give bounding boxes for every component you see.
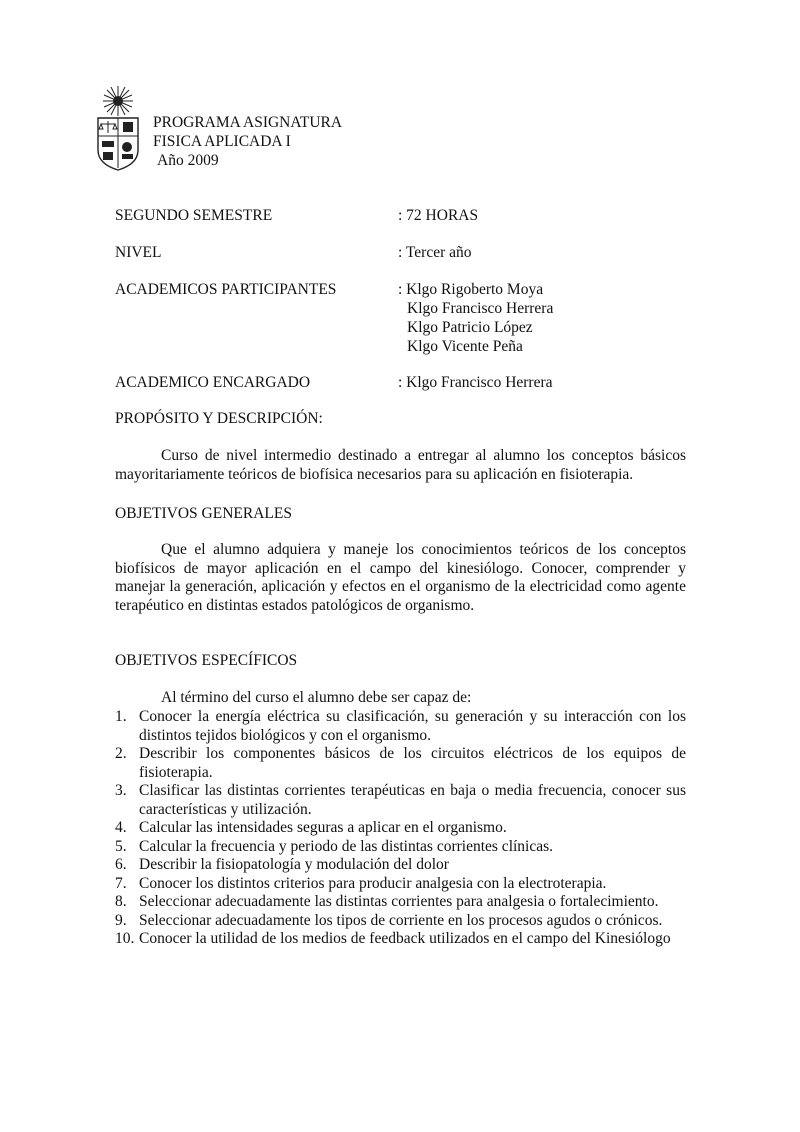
item-number: 7. <box>115 874 127 892</box>
in-charge-value: : Klgo Francisco Herrera <box>398 374 553 391</box>
level-label: NIVEL <box>115 244 162 261</box>
academics-label: ACADEMICOS PARTICIPANTES <box>115 281 337 298</box>
item-text: Conocer la energía eléctrica su clasificación, su generación y su interacción con los distintos tejidos biológicos y con el organismo. <box>139 708 686 744</box>
list-item <box>115 930 686 949</box>
list-item <box>115 745 686 782</box>
list-item <box>115 782 686 819</box>
item-number: 5. <box>115 837 127 855</box>
academic-name: Klgo Patricio López <box>407 319 533 336</box>
course-name: FISICA APLICADA I <box>153 133 291 150</box>
item-number: 8. <box>115 893 127 910</box>
program-title: PROGRAMA ASIGNATURA <box>153 114 343 131</box>
item-number: 9. <box>115 911 127 929</box>
item-number: 4. <box>115 819 127 836</box>
item-number: 1. <box>115 708 127 725</box>
list-item <box>115 708 686 745</box>
semester-value: : 72 HORAS <box>398 207 479 224</box>
item-text: Conocer los distintos criterios para producir analgesia con la electroterapia. <box>139 874 607 892</box>
item-text: Describir los componentes básicos de los circuitos eléctricos de los equipos de fisioterapia. <box>139 745 686 781</box>
item-number: 10. <box>115 930 135 947</box>
in-charge-label: ACADEMICO ENCARGADO <box>115 374 311 391</box>
item-number: 3. <box>115 782 127 799</box>
list-item <box>115 893 686 912</box>
item-text: Describir la fisiopatología y modulación del dolor <box>139 856 449 873</box>
general-objectives-text: Que el alumno adquiera y maneje los conocimientos teóricos de los conceptos biofísicos de mayor aplicación en el campo del kinesiólogo. Conocer, comprender y manejar la generación, aplicación y efectos en el organismo de la electricidad como agente terapéutico en distintas estados patológicos de organismo. <box>115 541 686 614</box>
specific-objectives-intro: Al término del curso el alumno debe ser capaz de: <box>161 689 472 706</box>
semester-label: SEGUNDO SEMESTRE <box>115 207 273 224</box>
list-item <box>115 856 686 875</box>
list-item <box>115 819 686 838</box>
item-number: 2. <box>115 745 127 762</box>
academics-list <box>398 281 553 357</box>
item-text: Clasificar las distintas corrientes terapéuticas en baja o media frecuencia, conocer sus características y utilización. <box>139 782 686 818</box>
document-header <box>153 114 342 171</box>
course-year: Año 2009 <box>157 152 219 169</box>
list-item <box>115 838 686 857</box>
item-number: 6. <box>115 856 127 873</box>
purpose-text: Curso de nivel intermedio destinado a entregar al alumno los conceptos básicos mayoritariamente teóricos de biofísica necesarios para su aplicación en fisioterapia. <box>115 447 686 483</box>
item-text: Calcular la frecuencia y periodo de las distintas corrientes clínicas. <box>139 837 554 855</box>
academic-name: Klgo Francisco Herrera <box>407 300 554 317</box>
purpose-heading: PROPÓSITO Y DESCRIPCIÓN: <box>115 410 323 427</box>
level-value: : Tercer año <box>398 244 472 261</box>
item-text: Seleccionar adecuadamente los tipos de corriente en los procesos agudos o crónicos. <box>139 911 663 929</box>
list-item <box>115 875 686 894</box>
item-text: Seleccionar adecuadamente las distintas corrientes para analgesia o fortalecimiento. <box>139 893 659 910</box>
academic-name: : Klgo Rigoberto Moya <box>398 281 544 298</box>
university-crest-icon <box>94 84 142 172</box>
specific-objectives-list <box>115 708 686 949</box>
item-text: Calcular las intensidades seguras a aplicar en el organismo. <box>139 819 507 836</box>
item-text: Conocer la utilidad de los medios de feedback utilizados en el campo del Kinesiólogo <box>139 930 671 947</box>
academic-name: Klgo Vicente Peña <box>407 338 523 355</box>
list-item <box>115 912 686 931</box>
specific-objectives-heading: OBJETIVOS ESPECÍFICOS <box>115 652 298 669</box>
general-objectives-heading: OBJETIVOS GENERALES <box>115 505 292 522</box>
